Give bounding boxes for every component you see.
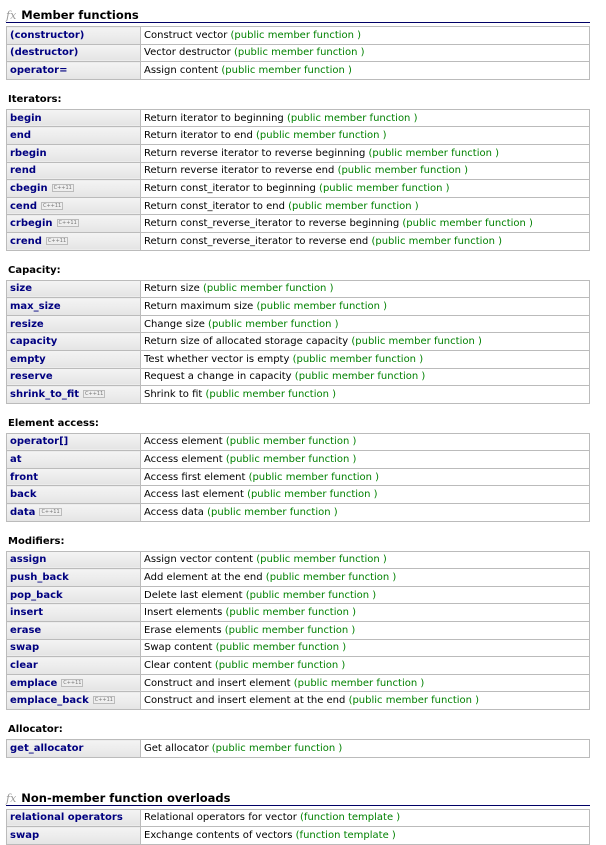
- function-type: (public member function ): [293, 677, 425, 689]
- description-cell: [141, 280, 590, 298]
- function-name-cell: [7, 197, 141, 215]
- section-label: Allocator:: [8, 724, 63, 735]
- section-label: Modifiers:: [8, 535, 65, 547]
- function-name-cell: [7, 551, 141, 569]
- description: Access element: [144, 454, 223, 466]
- table-row: [7, 315, 590, 333]
- function-type: (public member function ): [207, 506, 338, 518]
- table-row: [7, 740, 590, 758]
- function-link[interactable]: at: [10, 454, 22, 466]
- description-cell: [141, 197, 590, 215]
- table-row: [7, 109, 590, 127]
- function-name-cell: [7, 433, 141, 451]
- function-name-cell: [7, 109, 141, 127]
- description: Access first element: [144, 471, 246, 483]
- table-row: [7, 451, 590, 469]
- function-link[interactable]: rbegin: [10, 147, 47, 159]
- function-table: [6, 551, 590, 710]
- description-cell: [141, 486, 590, 504]
- function-name-cell: [7, 162, 141, 180]
- description: Relational operators for vector: [144, 812, 297, 824]
- heading-text: Non-member function overloads: [21, 790, 231, 805]
- cpp11-badge: C++11: [47, 237, 67, 244]
- description: Add element at the end: [144, 572, 263, 584]
- description: Return const_iterator to end: [144, 200, 285, 212]
- function-type: (public member function ): [245, 589, 377, 601]
- description: Insert elements: [144, 607, 223, 619]
- function-type: (public member function ): [225, 607, 357, 619]
- function-type: (public member function ): [214, 660, 346, 672]
- description: Return iterator to beginning: [144, 112, 284, 124]
- function-link[interactable]: crbegin: [10, 218, 53, 230]
- description-cell: [141, 386, 590, 404]
- description: Get allocator: [144, 742, 209, 754]
- function-name-cell: [7, 586, 141, 604]
- function-name-cell: [7, 350, 141, 368]
- function-link[interactable]: push_back: [10, 572, 69, 584]
- function-name-cell: [7, 569, 141, 587]
- description-cell: [141, 27, 590, 45]
- function-name-cell: [7, 692, 141, 710]
- function-link[interactable]: size: [10, 283, 32, 295]
- table-row: [7, 604, 590, 622]
- function-name-cell: [7, 315, 141, 333]
- description-cell: [141, 44, 590, 62]
- function-link[interactable]: data: [10, 506, 36, 518]
- function-type: (public member function ): [221, 64, 352, 76]
- function-name-cell: [7, 674, 141, 692]
- function-link[interactable]: capacity: [10, 336, 58, 348]
- section-label: Iterators:: [8, 93, 62, 105]
- function-table: [6, 433, 590, 522]
- description-cell: [141, 180, 590, 198]
- table-row: [7, 433, 590, 451]
- function-name-cell: [7, 504, 141, 522]
- description: Vector destructor: [144, 47, 231, 59]
- description-cell: [141, 740, 590, 758]
- function-table: [6, 280, 590, 404]
- function-type: (public member function ): [205, 388, 337, 400]
- description: Return size of allocated storage capacity: [144, 336, 349, 348]
- description: Construct vector: [144, 29, 228, 41]
- function-type: (public member function ): [248, 471, 380, 483]
- table-row: [7, 827, 590, 845]
- function-link[interactable]: cend: [10, 200, 37, 212]
- function-name-cell: [7, 639, 141, 657]
- function-table: [6, 739, 590, 758]
- function-name-cell: [7, 622, 141, 640]
- function-type: (public member function ): [288, 200, 419, 212]
- function-link[interactable]: swap: [10, 642, 40, 654]
- function-type: (public member function ): [402, 218, 533, 230]
- description-cell: [141, 692, 590, 710]
- function-type: (public member function ): [368, 147, 500, 159]
- description: Access element: [144, 436, 223, 448]
- description: Erase elements: [144, 624, 222, 636]
- function-link[interactable]: reserve: [10, 371, 53, 383]
- heading-text: Member functions: [21, 8, 139, 22]
- table-row: [7, 368, 590, 386]
- cpp11-badge: C++11: [58, 220, 77, 227]
- function-type: (public member function ): [256, 130, 387, 142]
- table-row: [7, 232, 590, 250]
- table-row: [7, 280, 590, 298]
- table-row: [7, 144, 590, 162]
- function-link[interactable]: swap: [10, 829, 40, 841]
- function-name-cell: [7, 27, 141, 45]
- description: Delete last element: [144, 589, 243, 601]
- function-name-cell: [7, 180, 141, 198]
- description: Return const_reverse_iterator to reverse beginning: [144, 218, 400, 230]
- table-row: [7, 350, 590, 368]
- function-name-cell: [7, 280, 141, 298]
- description-cell: [141, 144, 590, 162]
- function-link[interactable]: erase: [10, 624, 42, 636]
- function-link[interactable]: operator=: [10, 64, 68, 76]
- function-link[interactable]: clear: [10, 660, 38, 672]
- function-table: [6, 809, 590, 845]
- function-name-cell: [7, 468, 141, 486]
- function-link[interactable]: relational operators: [10, 812, 123, 824]
- description-cell: [141, 827, 590, 845]
- description-cell: [141, 162, 590, 180]
- table-row: [7, 504, 590, 522]
- description: Assign vector content: [144, 554, 254, 566]
- description-cell: [141, 127, 590, 145]
- function-type: (public member function ): [348, 695, 480, 707]
- description: Clear content: [144, 660, 212, 672]
- description-cell: [141, 569, 590, 587]
- function-link[interactable]: empty: [10, 353, 46, 365]
- function-type: (public member function ): [319, 182, 450, 194]
- description-cell: [141, 468, 590, 486]
- description: Access last element: [144, 489, 244, 501]
- table-row: [7, 639, 590, 657]
- table-row: [7, 44, 590, 62]
- function-type: (public member function ): [202, 283, 334, 295]
- table-row: [7, 674, 590, 692]
- function-link[interactable]: insert: [10, 607, 43, 619]
- description-cell: [141, 232, 590, 250]
- table-row: [7, 62, 590, 80]
- cpp11-badge: C++11: [41, 508, 60, 515]
- function-name-cell: [7, 333, 141, 351]
- function-type: (public member function ): [337, 165, 469, 177]
- description-cell: [141, 639, 590, 657]
- table-row: [7, 657, 590, 675]
- function-link[interactable]: operator[]: [10, 436, 69, 448]
- function-type: (public member function ): [247, 489, 378, 501]
- function-name-cell: [7, 215, 141, 233]
- description: Access data: [144, 506, 204, 518]
- table-row: [7, 486, 590, 504]
- description-cell: [141, 586, 590, 604]
- function-link[interactable]: max_size: [10, 300, 61, 312]
- table-row: [7, 180, 590, 198]
- table-row: [7, 27, 590, 45]
- description: Shrink to fit: [144, 388, 203, 400]
- description-cell: [141, 368, 590, 386]
- table-row: [7, 622, 590, 640]
- description: Return maximum size: [144, 300, 254, 312]
- cpp11-badge: C++11: [94, 697, 113, 704]
- table-row: [7, 569, 590, 587]
- description-cell: [141, 315, 590, 333]
- function-name-cell: [7, 62, 141, 80]
- fx-icon: fx: [6, 791, 17, 805]
- description-cell: [141, 674, 590, 692]
- function-name-cell: [7, 298, 141, 316]
- nonmember-heading: [6, 787, 590, 806]
- table-row: [7, 586, 590, 604]
- function-type: (public member function ): [256, 300, 388, 312]
- description-cell: [141, 109, 590, 127]
- table-row: [7, 333, 590, 351]
- function-type: (public member function ): [225, 454, 357, 466]
- function-link[interactable]: emplace_back: [10, 695, 89, 707]
- function-link[interactable]: emplace: [10, 677, 58, 689]
- table-row: [7, 162, 590, 180]
- table-row: [7, 197, 590, 215]
- function-type: (public member function ): [294, 371, 426, 383]
- function-link[interactable]: front: [10, 471, 39, 483]
- function-name-cell: [7, 386, 141, 404]
- description: Construct and insert element at the end: [144, 695, 346, 707]
- function-name-cell: [7, 451, 141, 469]
- function-link[interactable]: cbegin: [10, 182, 48, 194]
- description-cell: [141, 298, 590, 316]
- function-type: (public member function ): [224, 624, 356, 636]
- function-link[interactable]: rend: [10, 165, 36, 177]
- description-cell: [141, 215, 590, 233]
- description-cell: [141, 622, 590, 640]
- description: Change size: [144, 318, 205, 330]
- description: Return iterator to end: [144, 130, 253, 142]
- function-link[interactable]: back: [10, 489, 37, 501]
- function-link[interactable]: assign: [10, 554, 47, 566]
- function-type: (public member function ): [256, 554, 387, 566]
- cpp11-badge: C++11: [85, 390, 104, 397]
- function-name-cell: [7, 144, 141, 162]
- function-type: (public member function ): [211, 742, 343, 754]
- function-name-cell: [7, 809, 141, 827]
- table-row: [7, 692, 590, 710]
- section-label: Element access:: [8, 417, 99, 429]
- description: Swap content: [144, 642, 213, 654]
- description: Test whether vector is empty: [144, 353, 290, 365]
- description: Assign content: [144, 64, 219, 76]
- table-row: [7, 809, 590, 827]
- cpp11-badge: C++11: [53, 184, 72, 191]
- table-row: [7, 468, 590, 486]
- cpp11-badge: C++11: [43, 202, 62, 209]
- table-row: [7, 551, 590, 569]
- function-type: (public member function ): [230, 29, 362, 41]
- function-table: [6, 26, 590, 80]
- function-link[interactable]: crend: [10, 235, 42, 247]
- description: Return reverse iterator to reverse beginning: [144, 147, 366, 159]
- description-cell: [141, 333, 590, 351]
- description: Return reverse iterator to reverse end: [144, 165, 335, 177]
- function-name-cell: [7, 127, 141, 145]
- section-label: Capacity:: [8, 264, 61, 276]
- function-name-cell: [7, 604, 141, 622]
- function-type: (public member function ): [225, 436, 357, 448]
- function-name-cell: [7, 368, 141, 386]
- description-cell: [141, 433, 590, 451]
- description-cell: [141, 451, 590, 469]
- function-link[interactable]: resize: [10, 318, 44, 330]
- description: Request a change in capacity: [144, 371, 292, 383]
- function-name-cell: [7, 657, 141, 675]
- description: Construct and insert element: [144, 677, 291, 689]
- description: Exchange contents of vectors: [144, 829, 293, 841]
- function-name-cell: [7, 486, 141, 504]
- description: Return const_iterator to beginning: [144, 182, 316, 194]
- description-cell: [141, 657, 590, 675]
- function-type: (function template ): [295, 829, 396, 841]
- function-type: (public member function ): [292, 353, 424, 365]
- function-link[interactable]: shrink_to_fit: [10, 388, 80, 400]
- description-cell: [141, 604, 590, 622]
- description-cell: [141, 551, 590, 569]
- fx-icon: fx: [6, 9, 17, 22]
- table-row: [7, 386, 590, 404]
- description-cell: [141, 62, 590, 80]
- function-type: (public member function ): [371, 235, 502, 247]
- function-link[interactable]: (constructor): [10, 29, 85, 41]
- table-row: [7, 215, 590, 233]
- function-name-cell: [7, 44, 141, 62]
- function-type: (public member function ): [265, 572, 397, 584]
- function-link[interactable]: get_allocator: [10, 742, 84, 754]
- description-cell: [141, 809, 590, 827]
- description: Return const_reverse_iterator to reverse end: [144, 235, 369, 247]
- function-link[interactable]: pop_back: [10, 589, 63, 601]
- table-row: [7, 298, 590, 316]
- function-type: (public member function ): [286, 112, 418, 124]
- description-cell: [141, 504, 590, 522]
- function-type: (public member function ): [351, 336, 482, 348]
- function-type: (public member function ): [215, 642, 347, 654]
- function-type: (function template ): [300, 812, 401, 824]
- function-name-cell: [7, 232, 141, 250]
- function-name-cell: [7, 740, 141, 758]
- description: Return size: [144, 283, 200, 295]
- function-link[interactable]: begin: [10, 112, 42, 124]
- function-type: (public member function ): [233, 47, 365, 59]
- function-link[interactable]: (destructor): [10, 47, 79, 59]
- function-link[interactable]: end: [10, 130, 32, 142]
- member-functions-heading: [6, 4, 590, 23]
- description-cell: [141, 350, 590, 368]
- function-type: (public member function ): [208, 318, 339, 330]
- table-row: [7, 127, 590, 145]
- function-table: [6, 109, 590, 251]
- cpp11-badge: C++11: [63, 679, 82, 686]
- function-name-cell: [7, 827, 141, 845]
